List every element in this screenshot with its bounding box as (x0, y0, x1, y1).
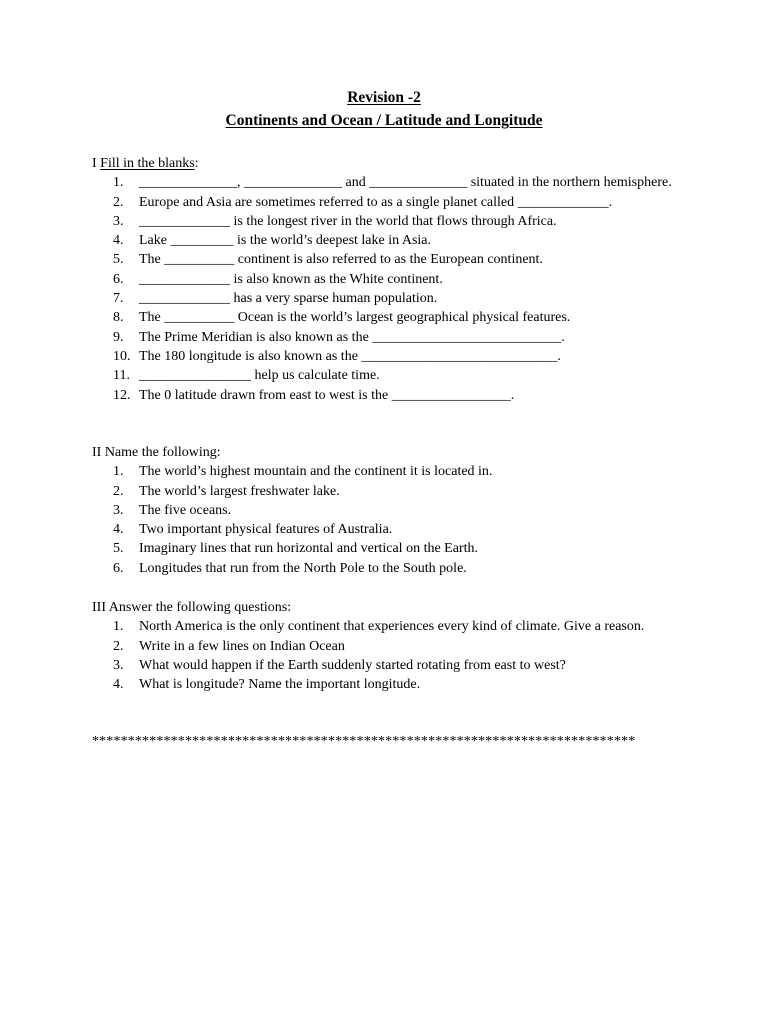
question-text: ______________, ______________ and ______________ situated in the northern hemisphere. (139, 175, 672, 191)
question-number: 8. (113, 310, 124, 326)
question-list (92, 173, 692, 405)
question-number: 7. (113, 291, 124, 307)
question-text: The world’s highest mountain and the continent it is located in. (139, 464, 493, 480)
question-text: ________________ help us calculate time. (139, 368, 380, 384)
question-number: 12. (113, 387, 131, 403)
question-number: 4. (113, 677, 124, 693)
question-text: Lake _________ is the world’s deepest lake in Asia. (139, 233, 431, 249)
question-number: 1. (113, 175, 124, 191)
question-number: 9. (113, 329, 124, 345)
question-list (92, 617, 692, 694)
question-item (92, 193, 692, 212)
question-text: The world’s largest freshwater lake. (139, 483, 340, 499)
question-item (92, 366, 692, 385)
question-text: Imaginary lines that run horizontal and vertical on the Earth. (139, 541, 478, 557)
question-number: 2. (113, 483, 124, 499)
question-item (92, 675, 692, 694)
section-heading: III Answer the following questions: (92, 600, 292, 615)
question-number: 5. (113, 252, 124, 268)
question-number: 3. (113, 502, 124, 518)
footer-divider: **************************************************************************** (92, 734, 636, 749)
question-text: _____________ is also known as the White continent. (139, 271, 443, 287)
question-item (92, 386, 692, 405)
question-item (92, 482, 692, 501)
section-answer-questions (92, 598, 692, 694)
question-item (92, 462, 692, 481)
section-heading (92, 154, 692, 173)
question-number: 1. (113, 619, 124, 635)
question-item (92, 328, 692, 347)
section-heading-label: Fill in the blanks (100, 156, 195, 171)
question-text: The five oceans. (139, 502, 232, 518)
question-item (92, 656, 692, 675)
question-item (92, 212, 692, 231)
question-list (92, 462, 692, 578)
question-number: 5. (113, 541, 124, 557)
question-text: What is longitude? Name the important longitude. (139, 677, 421, 693)
section-heading-colon: : (194, 156, 199, 171)
question-number: 10. (113, 348, 131, 364)
question-item (92, 637, 692, 656)
question-item (92, 539, 692, 558)
question-text: Longitudes that run from the North Pole to the South pole. (139, 560, 467, 576)
question-item (92, 308, 692, 327)
question-text: Write in a few lines on Indian Ocean (139, 638, 345, 654)
question-number: 6. (113, 271, 124, 287)
question-number: 3. (113, 657, 124, 673)
question-item (92, 173, 692, 192)
question-item (92, 520, 692, 539)
question-text: North America is the only continent that experiences every kind of climate. Give a reason. (139, 619, 645, 635)
question-text: The Prime Meridian is also known as the ___________________________. (139, 329, 565, 345)
question-number: 1. (113, 464, 124, 480)
question-item (92, 617, 692, 636)
section-fill-in-the-blanks (92, 154, 692, 405)
section-numeral: I (92, 156, 97, 171)
question-text: The 180 longitude is also known as the ____________________________. (139, 348, 561, 364)
section-heading: II Name the following: (92, 445, 221, 460)
question-number: 6. (113, 560, 124, 576)
question-number: 11. (113, 368, 130, 384)
question-text: Two important physical features of Australia. (139, 522, 393, 538)
question-text: What would happen if the Earth suddenly started rotating from east to west? (139, 657, 566, 673)
question-text: _____________ is the longest river in the world that flows through Africa. (139, 213, 557, 229)
question-number: 2. (113, 194, 124, 210)
question-text: Europe and Asia are sometimes referred to as a single planet called _____________. (139, 194, 613, 210)
question-text: The 0 latitude drawn from east to west is the _________________. (139, 387, 515, 403)
question-number: 4. (113, 233, 124, 249)
question-number: 4. (113, 522, 124, 538)
question-text: The __________ Ocean is the world’s largest geographical physical features. (139, 310, 571, 326)
question-item (92, 347, 692, 366)
question-text: _____________ has a very sparse human population. (139, 291, 438, 307)
page-subtitle: Continents and Ocean / Latitude and Longitude (225, 112, 543, 129)
question-item (92, 289, 692, 308)
question-text: The __________ continent is also referred to as the European continent. (139, 252, 543, 268)
question-item (92, 231, 692, 250)
question-number: 3. (113, 213, 124, 229)
question-item (92, 270, 692, 289)
question-item (92, 250, 692, 269)
question-number: 2. (113, 638, 124, 654)
question-item (92, 559, 692, 578)
page-title: Revision -2 (347, 89, 421, 106)
question-item (92, 501, 692, 520)
section-name-the-following (92, 443, 692, 578)
